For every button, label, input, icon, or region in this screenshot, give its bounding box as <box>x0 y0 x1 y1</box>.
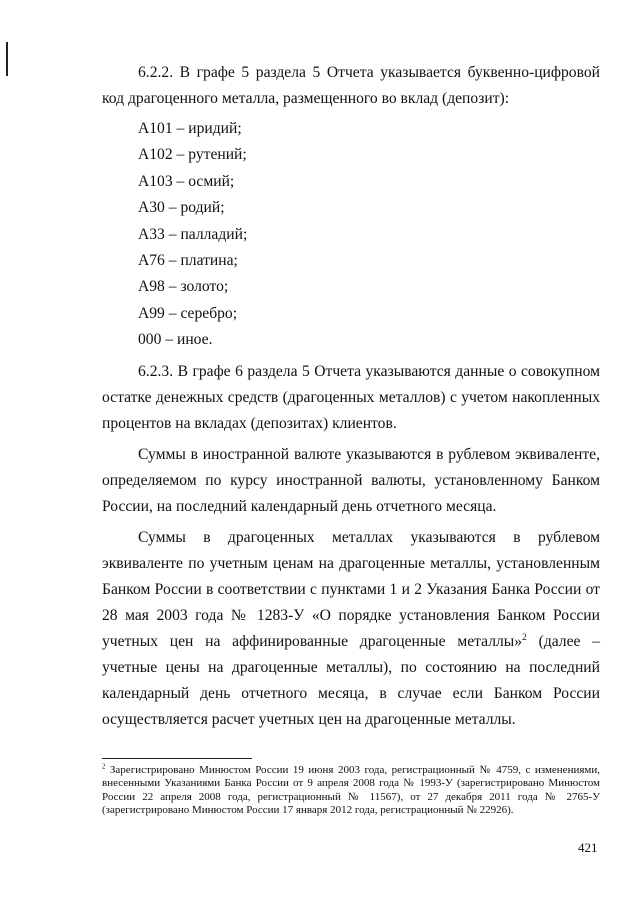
page-body <box>102 60 600 733</box>
list-item: A99 – серебро; <box>138 304 238 322</box>
margin-mark <box>6 42 8 76</box>
paragraph-precious-metals <box>102 525 600 733</box>
metal-codes-list <box>102 116 600 354</box>
paragraph-precious-metals-part2: (далее – учетные цены на драгоценные металлы), по состоянию на последний календарный день отчетного месяца, в случае если Банком России осуществляется расчет учетных цен на драгоценные металлы. <box>102 632 600 728</box>
footnote-divider <box>102 758 252 759</box>
list-item: A98 – золото; <box>138 278 229 296</box>
list-item: A103 – осмий; <box>138 172 235 190</box>
footnote-text: Зарегистрировано Минюстом России 19 июня 2003 года, регистрационный № 4759, с изменениями, внесенными Указаниями Банка России от 9 апреля 2008 года № 1993-У (зарегистрировано Минюстом России 22 апреля 2008 года, регистрационный № 11567), от 27 декабря 2011 года № 2765-У (зарегистрировано Минюстом России 17 января 2012 года, регистрационный № 22926). <box>102 764 600 817</box>
list-item: A101 – иридий; <box>138 120 242 137</box>
list-item: A30 – родий; <box>138 199 225 217</box>
paragraph-6-2-2: 6.2.2. В графе 5 раздела 5 Отчета указывается буквенно-цифровой код драгоценного металла, размещенного во вклад (депозит): <box>102 64 600 107</box>
footnote-number: 2 <box>102 763 106 771</box>
list-item: A76 – платина; <box>138 252 238 270</box>
list-item: 000 – иное. <box>138 331 213 349</box>
footnote <box>102 764 600 818</box>
paragraph-6-2-3: 6.2.3. В графе 6 раздела 5 Отчета указываются данные о совокупном остатке денежных средств (драгоценных металлов) с учетом накопленных процентов на вкладах (депозитах) клиентов. <box>102 362 600 432</box>
list-item: A33 – палладий; <box>138 225 248 243</box>
list-item: A102 – рутений; <box>138 146 247 164</box>
page-number: 421 <box>578 840 598 855</box>
footnote-reference[interactable]: 2 <box>522 631 527 643</box>
paragraph-foreign-currency: Суммы в иностранной валюте указываются в рублевом эквиваленте, определяемом по курсу иностранной валюты, установленному Банком России, на последний календарный день отчетного месяца. <box>102 445 600 515</box>
paragraph-precious-metals-part1: Суммы в драгоценных металлах указываются в рублевом эквиваленте по учетным ценам на драгоценные металлы, установленным Банком России в соответствии с пунктами 1 и 2 Указания Банка России от 28 мая 2003 года № 1283-У «О порядке установления Банком России учетных цен на аффинированные драгоценные металлы» <box>102 528 600 650</box>
